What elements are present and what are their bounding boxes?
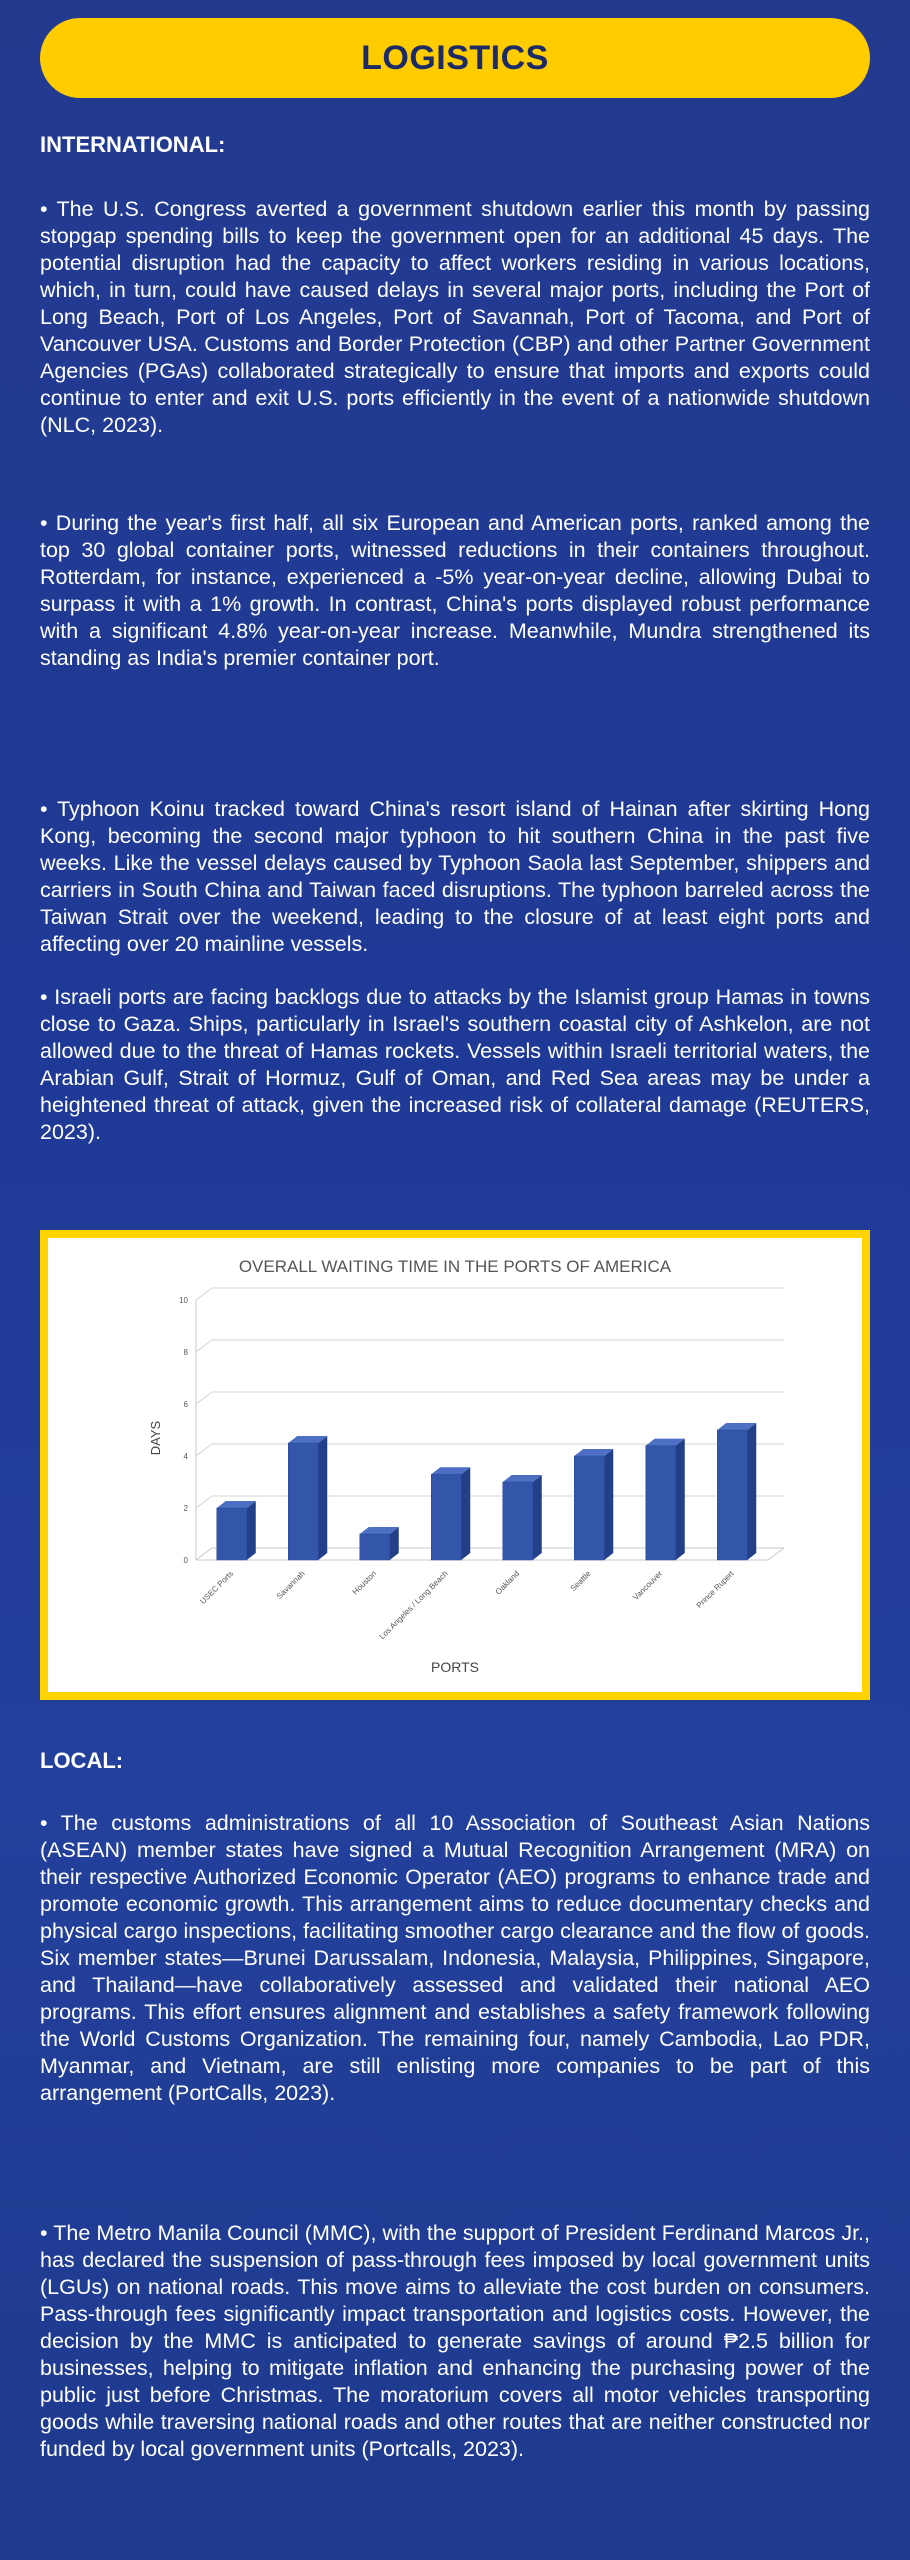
international-paragraph-2: • During the year's first half, all six European and American ports, ranked among the top 30 global container ports, witnessed reductions in their containers throughout. Rotterdam, for instance, experienced a -5% year-on-year decline, allowing Dubai to surpass it with a 1% growth. In contrast, China's ports displayed robust performance with a significant 4.8% year-on-year increase. Meanwhile, Mundra strengthened its standing as India's premier container port.	[40, 511, 870, 670]
x-tick-label: USEC Ports	[198, 1569, 236, 1606]
title-banner	[40, 18, 870, 98]
y-tick-label: 8	[183, 1348, 188, 1357]
bar	[217, 1508, 247, 1560]
chart-floor-front	[196, 1548, 784, 1560]
y-tick-label: 4	[183, 1452, 188, 1461]
international-heading: INTERNATIONAL:	[40, 132, 226, 157]
international-paragraph-3: • Typhoon Koinu tracked toward China's resort island of Hainan after skirting Hong Kong, becoming the second major typhoon to hit southern China in the past five weeks. Like the vessel delays caused by Typhoon Saola last September, shippers and carriers in South China and Taiwan faced disruptions. The typhoon barreled across the Taiwan Strait over the weekend, leading to the closure of at least eight ports and affecting over 20 mainline vessels.	[40, 797, 870, 956]
x-tick-label: Seattle	[568, 1569, 593, 1594]
local-paragraph-2: • The Metro Manila Council (MMC), with the support of President Ferdinand Marcos Jr., has declared the suspension of pass-through fees imposed by local government units (LGUs) on national roads. This move aims to alleviate the cost burden on consumers. Pass-through fees significantly impact transportation and logistics costs. However, the decision by the MMC is anticipated to generate savings of around ₱2.5 billion for businesses, helping to mitigate inflation and enhancing the purchasing power of the public just before Christmas. The moratorium covers all motor vehicles transporting goods while traversing national roads and other routes that are neither constructed nor funded by local government units (Portcalls, 2023).	[40, 2221, 870, 2461]
chart-gridline	[196, 1444, 784, 1456]
bar	[360, 1534, 390, 1560]
x-tick-label: Oakland	[493, 1569, 522, 1597]
chart-title: OVERALL WAITING TIME IN THE PORTS OF AMERICA	[238, 1257, 672, 1276]
bar	[288, 1443, 318, 1560]
bar-side	[604, 1449, 613, 1560]
chart-gridline	[196, 1496, 784, 1508]
chart-gridline	[196, 1340, 784, 1352]
x-tick-label: Savannah	[274, 1569, 307, 1601]
chart-panel	[48, 1238, 862, 1692]
bar-side	[247, 1501, 256, 1560]
chart-gridline	[196, 1392, 784, 1404]
waiting-time-bar-chart	[48, 1238, 862, 1692]
y-tick-label: 0	[183, 1556, 188, 1565]
y-axis-label: DAYS	[148, 1420, 163, 1456]
bar	[717, 1430, 747, 1560]
x-tick-label: Los Angeles / Long Beach	[377, 1569, 450, 1642]
international-paragraph-4: • Israeli ports are facing backlogs due to attacks by the Islamist group Hamas in towns close to Gaza. Ships, particularly in Israel's southern coastal city of Ashkelon, are not allowed due to the threat of Hamas rockets. Vessels within Israeli territorial waters, the Arabian Gulf, Strait of Hormuz, Gulf of Oman, and Red Sea areas may be under a heightened threat of attack, given the increased risk of collateral damage (REUTERS, 2023).	[40, 985, 870, 1144]
x-axis-label: PORTS	[431, 1659, 479, 1675]
y-tick-label: 2	[183, 1504, 188, 1513]
bar-side	[461, 1467, 470, 1560]
y-tick-label: 10	[179, 1296, 188, 1305]
local-heading: LOCAL:	[40, 1748, 124, 1773]
x-tick-label: Prince Rupert	[694, 1569, 736, 1611]
page-title: LOGISTICS	[361, 38, 549, 77]
y-tick-label: 6	[183, 1400, 188, 1409]
bar	[431, 1474, 461, 1560]
bar-side	[533, 1475, 542, 1560]
local-paragraph-1: • The customs administrations of all 10 Association of Southeast Asian Nations (ASEAN) member states have signed a Mutual Recognition Arrangement (MRA) on their respective Authorized Economic Operator (AEO) programs to enhance trade and promote economic growth. This arrangement aims to reduce documentary checks and physical cargo inspections, facilitating smoother cargo clearance and the flow of goods. Six member states—Brunei Darussalam, Indonesia, Malaysia, Philippines, Singapore, and Thailand—have collaboratively assessed and validated their national AEO programs. This effort ensures alignment and establishes a safety framework following the World Customs Organization. The remaining four, namely Cambodia, Lao PDR, Myanmar, and Vietnam, are still enlisting more companies to be part of this arrangement (PortCalls, 2023).	[40, 1811, 870, 2105]
bar	[503, 1482, 533, 1560]
bar-side	[676, 1439, 685, 1560]
bar-side	[747, 1423, 756, 1560]
bar-side	[318, 1436, 327, 1560]
x-tick-label: Houston	[350, 1569, 379, 1597]
chart-frame	[40, 1230, 870, 1700]
x-tick-label: Vancouver	[631, 1569, 665, 1603]
bar	[574, 1456, 604, 1560]
bar	[646, 1446, 676, 1560]
international-paragraph-1: • The U.S. Congress averted a government shutdown earlier this month by passing stopgap spending bills to keep the government open for an additional 45 days. The potential disruption had the capacity to affect workers residing in various locations, which, in turn, could have caused delays in several major ports, including the Port of Long Beach, Port of Los Angeles, Port of Savannah, Port of Tacoma, and Port of Vancouver USA. Customs and Border Protection (CBP) and other Partner Government Agencies (PGAs) collaborated strategically to ensure that imports and exports could continue to enter and exit U.S. ports efficiently in the event of a nationwide shutdown (NLC, 2023).	[40, 197, 870, 437]
chart-floor-back	[196, 1548, 784, 1560]
chart-gridline	[196, 1288, 784, 1300]
